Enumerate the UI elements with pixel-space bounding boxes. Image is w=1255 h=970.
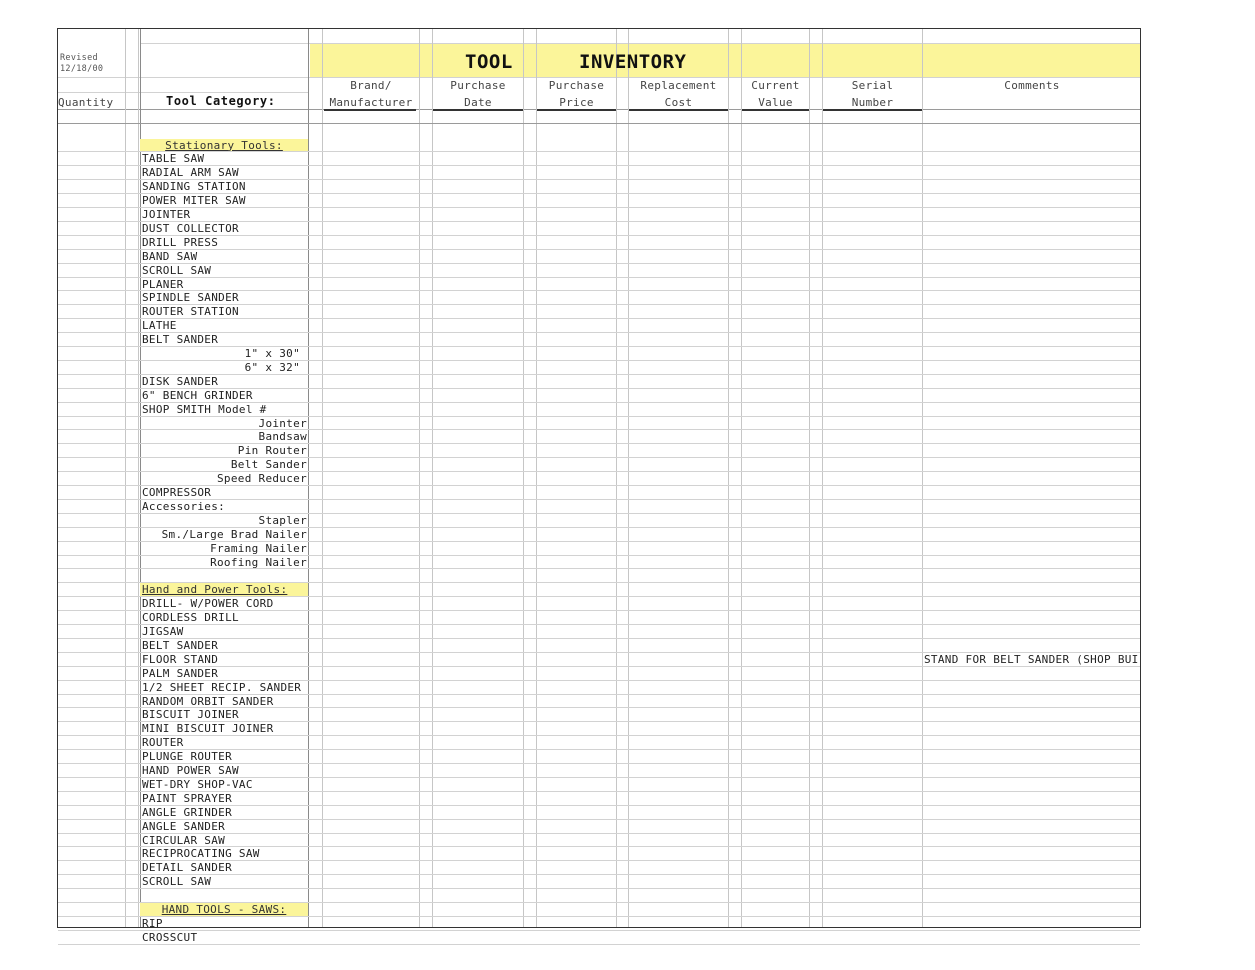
col-line — [809, 29, 810, 927]
tool-category-cell[interactable]: SCROLL SAW — [142, 263, 212, 277]
tool-category-cell[interactable]: BELT SANDER — [142, 333, 219, 347]
grid-line — [58, 151, 1140, 152]
grid-line — [58, 666, 1140, 667]
grid-line — [140, 43, 1140, 44]
grid-line — [58, 207, 1140, 208]
tool-category-cell[interactable]: RECIPROCATING SAW — [142, 847, 260, 861]
grid-line — [58, 263, 1140, 264]
grid-line — [58, 638, 1140, 639]
grid-line — [58, 916, 1140, 917]
grid-line — [58, 77, 1140, 78]
section-label[interactable]: HAND TOOLS - SAWS: — [161, 903, 287, 916]
tool-category-cell[interactable]: 1" x 30" — [244, 347, 300, 360]
tool-category-cell[interactable]: Roofing Nailer — [210, 555, 307, 569]
tool-category-cell[interactable]: SHOP SMITH Model # — [142, 402, 267, 416]
header-current-line2: Value — [758, 96, 793, 109]
tool-category-cell[interactable]: ROUTER — [142, 736, 184, 750]
grid-line — [58, 735, 1140, 736]
tool-category-cell[interactable]: DISK SANDER — [142, 374, 219, 388]
tool-category-cell[interactable]: Sm./Large Brad Nailer — [161, 527, 307, 541]
tool-category-cell[interactable]: Speed Reducer — [217, 472, 307, 486]
tool-category-cell[interactable]: SANDING STATION — [142, 180, 246, 194]
col-line — [822, 29, 823, 927]
col-line — [741, 29, 742, 927]
col-line — [138, 29, 139, 927]
tool-category-cell[interactable]: TABLE SAW — [142, 152, 205, 166]
col-line — [432, 29, 433, 927]
col-line — [628, 29, 629, 927]
tool-category-cell[interactable]: COMPRESSOR — [142, 486, 212, 499]
col-line — [322, 29, 323, 927]
header-purchase-price-line2: Price — [559, 96, 594, 109]
tool-category-cell[interactable]: RIP — [142, 916, 163, 930]
header-replacement-line2: Cost — [664, 96, 693, 109]
col-line — [523, 29, 524, 927]
tool-category-cell[interactable]: MINI BISCUIT JOINER — [142, 722, 274, 736]
title-band — [310, 44, 1140, 77]
tool-category-cell[interactable]: PAINT SPRAYER — [142, 791, 232, 805]
tool-category-cell[interactable]: HAND POWER SAW — [142, 764, 239, 777]
grid-line — [58, 888, 1140, 889]
tool-category-cell[interactable]: BAND SAW — [142, 249, 198, 263]
tool-category-cell[interactable]: BELT SANDER — [142, 638, 219, 652]
header-purchase-date-line2: Date — [464, 96, 492, 109]
tool-category-cell[interactable]: PALM SANDER — [142, 666, 219, 680]
tool-category-cell[interactable]: SPINDLE SANDER — [142, 291, 239, 305]
tool-category-cell[interactable]: DRILL PRESS — [142, 235, 219, 249]
tool-category-cell[interactable]: CORDLESS DRILL — [142, 611, 239, 625]
tool-category-cell[interactable]: FLOOR STAND — [142, 652, 219, 666]
tool-category-cell[interactable]: RANDOM ORBIT SANDER — [142, 694, 274, 708]
col-line — [922, 29, 923, 927]
tool-category-cell[interactable]: ANGLE GRINDER — [142, 805, 232, 819]
header-underline — [742, 109, 809, 111]
tool-category-cell[interactable]: PLANER — [142, 277, 184, 291]
col-line — [616, 29, 617, 927]
tool-category-cell[interactable]: DUST COLLECTOR — [142, 221, 239, 235]
header-quantity: Quantity — [58, 96, 114, 109]
tool-category-cell[interactable]: DETAIL SANDER — [142, 861, 232, 875]
header-purchase-date-line1: Purchase — [450, 79, 506, 92]
grid-line — [58, 624, 1140, 625]
tool-inventory-sheet — [57, 28, 1141, 944]
header-underline — [324, 109, 416, 111]
revised-label: Revised — [60, 53, 98, 63]
grid-line — [58, 568, 1140, 569]
header-serial-line2: Number — [851, 96, 894, 109]
tool-category-cell[interactable]: Pin Router — [237, 444, 307, 458]
header-purchase-price-line1: Purchase — [548, 79, 605, 92]
col-line — [728, 29, 729, 927]
revised-date: 12/18/00 — [60, 64, 104, 74]
tool-category-cell[interactable]: Stapler — [258, 513, 307, 527]
grid-line — [58, 123, 1140, 124]
grid-line — [58, 235, 1140, 236]
tool-category-cell[interactable]: Framing Nailer — [210, 541, 307, 555]
grid-line — [58, 332, 1140, 333]
section-label[interactable]: Hand and Power Tools: — [142, 583, 288, 597]
header-underline — [537, 109, 616, 111]
tool-category-cell[interactable]: CIRCULAR SAW — [142, 833, 226, 847]
tool-category-cell[interactable]: PLUNGE ROUTER — [142, 750, 232, 764]
title-tool: TOOL — [465, 51, 513, 73]
tool-category-cell[interactable]: BISCUIT JOINER — [142, 708, 239, 722]
tool-category-cell[interactable]: 6" x 32" — [244, 360, 300, 374]
col-line — [125, 29, 126, 927]
header-serial-line1: Serial — [851, 79, 894, 92]
tool-category-cell[interactable]: SCROLL SAW — [142, 875, 212, 889]
header-underline — [629, 109, 728, 111]
tool-category-cell[interactable]: LATHE — [142, 319, 177, 333]
grid-line — [58, 374, 1140, 375]
tool-category-cell[interactable]: Accessories: — [142, 499, 226, 513]
tool-category-cell[interactable]: POWER MITER SAW — [142, 194, 246, 208]
header-replacement-line1: Replacement — [640, 79, 717, 92]
section-label[interactable]: Stationary Tools: — [165, 138, 283, 152]
grid-line — [58, 944, 1140, 945]
tool-category-cell[interactable]: WET-DRY SHOP-VAC — [142, 777, 253, 791]
col-line — [536, 29, 537, 927]
grid-line — [58, 485, 1140, 486]
grid-line — [58, 92, 308, 93]
header-tool-category: Tool Category: — [166, 94, 276, 108]
header-underline — [433, 109, 523, 111]
header-brand-line2: Manufacturer — [329, 96, 413, 109]
title-inventory: INVENTORY — [579, 51, 687, 73]
tool-category-cell[interactable]: JIGSAW — [142, 625, 184, 638]
tool-category-cell[interactable]: ANGLE SANDER — [142, 819, 226, 833]
tool-category-cell[interactable]: DRILL- W/POWER CORD — [142, 597, 274, 611]
tool-category-cell[interactable]: CROSSCUT — [142, 930, 198, 944]
col-line — [308, 29, 309, 927]
grid-line — [58, 318, 1140, 319]
grid-line — [58, 930, 1140, 931]
comment-cell[interactable]: STAND FOR BELT SANDER (SHOP BUI — [924, 652, 1139, 666]
tool-category-cell[interactable]: Belt Sander — [230, 458, 307, 472]
header-brand-line1: Brand/ — [350, 79, 392, 92]
header-underline — [823, 109, 922, 111]
grid-line — [58, 277, 1140, 278]
tool-category-cell[interactable]: RADIAL ARM SAW — [142, 166, 239, 180]
tool-category-cell[interactable]: Jointer — [258, 416, 307, 430]
tool-category-cell[interactable]: ROUTER STATION — [142, 305, 239, 319]
grid-line — [58, 249, 1140, 250]
tool-category-cell[interactable]: 1/2 SHEET RECIP. SANDER — [142, 680, 302, 694]
tool-category-cell[interactable]: Bandsaw — [258, 430, 307, 444]
grid-line — [58, 874, 1140, 875]
header-comments: Comments — [1004, 79, 1060, 92]
tool-category-cell[interactable]: JOINTER — [142, 208, 191, 221]
tool-category-cell[interactable]: 6" BENCH GRINDER — [142, 388, 253, 402]
col-line — [419, 29, 420, 927]
header-current-line1: Current — [751, 79, 800, 92]
